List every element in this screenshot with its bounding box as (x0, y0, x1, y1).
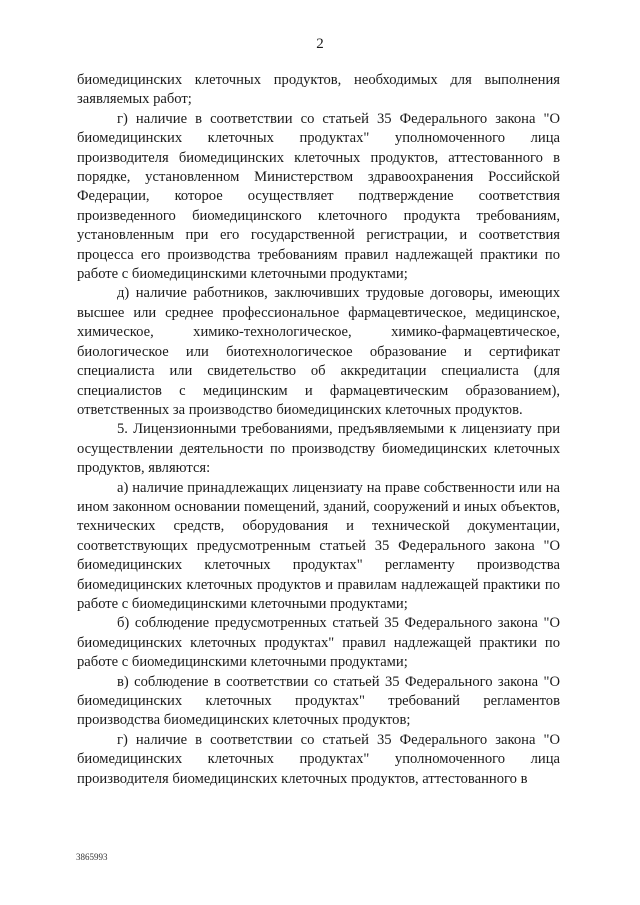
paragraph-item-v: в) соблюдение в соответствии со статьей 35 Федерального закона "О биомедицинских клеточных продуктах" требований регламентов производства биомедицинских клеточных продуктов; (77, 673, 560, 729)
paragraph-item-b: б) соблюдение предусмотренных статьей 35 Федерального закона "О биомедицинских клеточных продуктах" правил надлежащей практики по работе с биомедицинскими клеточными продуктами; (77, 615, 560, 671)
paragraph-item-d: д) наличие работников, заключивших трудовые договоры, имеющих высшее или среднее профессиональное фармацевтическое, медицинское, химическое, химико-технологическое, химико-фармацевтическое, биологическое или биотехнологическое образование и сертификат специалиста или свидетельство об аккредитации специалиста (для специалистов с медицинским и фармацевтическим образованием), ответственных за производство биомедицинских клеточных продуктов. (77, 285, 560, 418)
paragraph-section-5: 5. Лицензионными требованиями, предъявляемыми к лицензиату при осуществлении деятельности по производству биомедицинских клеточных продуктов, являются: (77, 421, 560, 477)
page-number: 2 (316, 36, 324, 52)
paragraph-item-g2: г) наличие в соответствии со статьей 35 Федерального закона "О биомедицинских клеточных продуктах" уполномоченного лица производителя биомедицинских клеточных продуктов, аттестованного в (77, 731, 560, 787)
paragraph-continuation: биомедицинских клеточных продуктов, необходимых для выполнения заявляемых работ; (77, 72, 560, 108)
paragraph-item-g: г) наличие в соответствии со статьей 35 Федерального закона "О биомедицинских клеточных продуктах" уполномоченного лица производителя биомедицинских клеточных продуктов, аттестованного в порядке, установленном Министерством здравоохранения Российской Федерации, которое осуществляет подтверждение соответствия произведенного биомедицинского клеточного продукта требованиям, установленным при его государственной регистрации, и соответствия процесса его производства требованиям правил надлежащей практики по работе с биомедицинскими клеточными продуктами; (77, 110, 560, 283)
document-id: 3865993 (76, 852, 108, 862)
document-body (77, 71, 560, 789)
paragraph-item-a: а) наличие принадлежащих лицензиату на праве собственности или на ином законном основании помещений, зданий, сооружений и иных объектов, технических средств, оборудования и технической документации, соответствующих предусмотренным статьей 35 Федерального закона "О биомедицинских клеточных продуктах" регламенту производства биомедицинских клеточных продуктов и правилам надлежащей практики по работе с биомедицинскими клеточными продуктами; (77, 479, 560, 612)
